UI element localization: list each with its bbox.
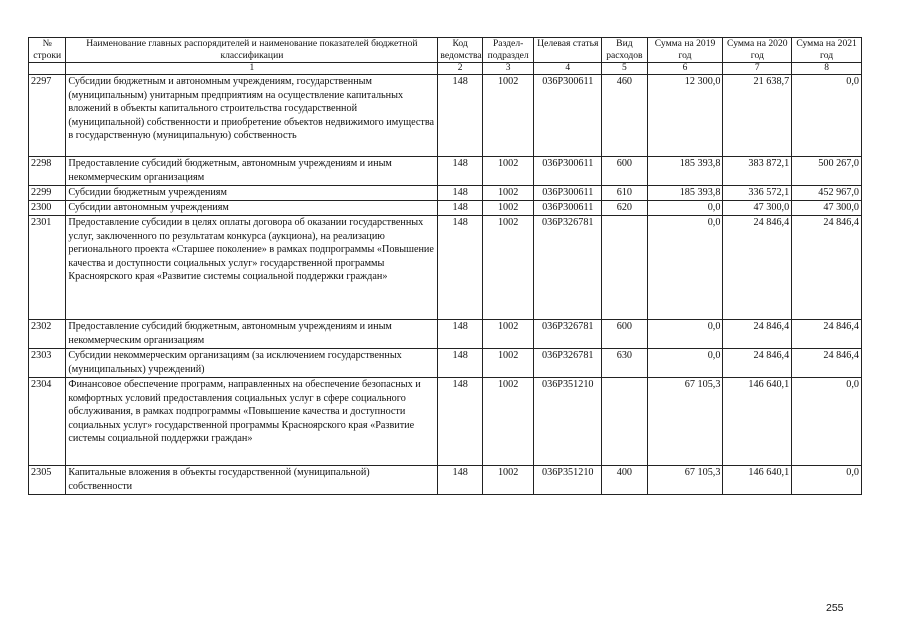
- header-name: Наименование главных распорядителей и наименование показателей бюджетной классификации: [66, 38, 438, 63]
- row-name: Капитальные вложения в объекты государственной (муниципальной) собственности: [66, 466, 438, 495]
- department-code: 148: [438, 349, 482, 378]
- section-code: 1002: [482, 320, 534, 349]
- expense-type: 610: [602, 186, 647, 201]
- expense-type: 460: [602, 75, 647, 157]
- sum-2019: 185 393,8: [647, 157, 723, 186]
- header-row: [29, 38, 862, 63]
- section-code: 1002: [482, 75, 534, 157]
- sum-2019: 0,0: [647, 216, 723, 320]
- sum-2019: 0,0: [647, 320, 723, 349]
- header-sum-2019: Сумма на 2019 год: [647, 38, 723, 63]
- row-name: Субсидии некоммерческим организациям (за исключением государственных (муниципальных) учреждений): [66, 349, 438, 378]
- target-article: 036Р300611: [534, 157, 602, 186]
- table-row: [29, 201, 862, 216]
- sum-2020: 146 640,1: [723, 466, 792, 495]
- target-article: 036Р326781: [534, 216, 602, 320]
- sum-2021: 500 267,0: [792, 157, 862, 186]
- sum-2020: 24 846,4: [723, 216, 792, 320]
- budget-table: [28, 37, 862, 495]
- sum-2021: 0,0: [792, 378, 862, 466]
- department-code: 148: [438, 201, 482, 216]
- sum-2019: 185 393,8: [647, 186, 723, 201]
- sum-2021: 0,0: [792, 75, 862, 157]
- table-row: [29, 75, 862, 157]
- sum-2019: 0,0: [647, 201, 723, 216]
- target-article: 036Р300611: [534, 186, 602, 201]
- row-number: 2301: [29, 216, 66, 320]
- row-name: Субсидии автономным учреждениям: [66, 201, 438, 216]
- page-number: 255: [826, 602, 844, 614]
- sum-2019: 67 105,3: [647, 466, 723, 495]
- sum-2020: 21 638,7: [723, 75, 792, 157]
- row-name: Предоставление субсидий бюджетным, автономным учреждениям и иным некоммерческим организациям: [66, 157, 438, 186]
- target-article: 036Р326781: [534, 320, 602, 349]
- index-cell: [29, 63, 66, 75]
- row-number: 2298: [29, 157, 66, 186]
- row-name: Субсидии бюджетным и автономным учреждениям, государственным (муниципальным) унитарным предприятиям на осуществление капитальных вложений в объекты капитального строительства государственной (муниципальной) собственности и приобретение объектов недвижимого имущества в государственную (муниципальную) собственность: [66, 75, 438, 157]
- sum-2021: 24 846,4: [792, 216, 862, 320]
- index-cell: 3: [482, 63, 534, 75]
- row-name: Финансовое обеспечение программ, направленных на обеспечение безопасных и комфортных условий предоставления социальных услуг в сфере социального обслуживания, в рамках подпрограммы «Повышение качества и доступности социальных услуг» государственной программы Красноярского края «Развитие системы социальной поддержки граждан»: [66, 378, 438, 466]
- row-name: Предоставление субсидии в целях оплаты договора об оказании государственных услуг, заключенного по результатам конкурса (аукциона), на реализацию регионального проекта «Старшее поколение» в рамках подпрограммы «Повышение качества и доступности социальных услуг» государственной программы Красноярского края «Развитие системы социальной поддержки граждан»: [66, 216, 438, 320]
- sum-2020: 383 872,1: [723, 157, 792, 186]
- sum-2020: 146 640,1: [723, 378, 792, 466]
- header-row-number: № строки: [29, 38, 66, 63]
- department-code: 148: [438, 157, 482, 186]
- expense-type: 600: [602, 157, 647, 186]
- department-code: 148: [438, 186, 482, 201]
- section-code: 1002: [482, 201, 534, 216]
- index-cell: 1: [66, 63, 438, 75]
- table-row: [29, 186, 862, 201]
- index-cell: 4: [534, 63, 602, 75]
- sum-2019: 12 300,0: [647, 75, 723, 157]
- sum-2020: 24 846,4: [723, 349, 792, 378]
- row-name: Предоставление субсидий бюджетным, автономным учреждениям и иным некоммерческим организациям: [66, 320, 438, 349]
- department-code: 148: [438, 378, 482, 466]
- sum-2020: 47 300,0: [723, 201, 792, 216]
- table-row: [29, 216, 862, 320]
- header-section: Раздел-подраздел: [482, 38, 534, 63]
- row-number: 2299: [29, 186, 66, 201]
- table-row: [29, 157, 862, 186]
- sum-2021: 24 846,4: [792, 349, 862, 378]
- table-row: [29, 378, 862, 466]
- expense-type: [602, 216, 647, 320]
- expense-type: 630: [602, 349, 647, 378]
- index-cell: 2: [438, 63, 482, 75]
- section-code: 1002: [482, 157, 534, 186]
- table-row: [29, 466, 862, 495]
- target-article: 036Р326781: [534, 349, 602, 378]
- row-number: 2305: [29, 466, 66, 495]
- index-cell: 7: [723, 63, 792, 75]
- sum-2020: 336 572,1: [723, 186, 792, 201]
- row-number: 2300: [29, 201, 66, 216]
- sum-2021: 47 300,0: [792, 201, 862, 216]
- section-code: 1002: [482, 466, 534, 495]
- index-cell: 6: [647, 63, 723, 75]
- sum-2021: 0,0: [792, 466, 862, 495]
- header-target-article: Целевая статья: [534, 38, 602, 63]
- sum-2021: 24 846,4: [792, 320, 862, 349]
- header-sum-2020: Сумма на 2020 год: [723, 38, 792, 63]
- header-sum-2021: Сумма на 2021 год: [792, 38, 862, 63]
- row-number: 2302: [29, 320, 66, 349]
- header-expense-type: Вид расходов: [602, 38, 647, 63]
- section-code: 1002: [482, 378, 534, 466]
- row-name: Субсидии бюджетным учреждениям: [66, 186, 438, 201]
- department-code: 148: [438, 216, 482, 320]
- index-row: [29, 63, 862, 75]
- expense-type: 400: [602, 466, 647, 495]
- table-row: [29, 320, 862, 349]
- header-department-code: Код ведомства: [438, 38, 482, 63]
- sum-2021: 452 967,0: [792, 186, 862, 201]
- table-row: [29, 349, 862, 378]
- expense-type: 620: [602, 201, 647, 216]
- section-code: 1002: [482, 216, 534, 320]
- index-cell: 8: [792, 63, 862, 75]
- target-article: 036Р351210: [534, 466, 602, 495]
- expense-type: [602, 378, 647, 466]
- row-number: 2303: [29, 349, 66, 378]
- expense-type: 600: [602, 320, 647, 349]
- sum-2019: 67 105,3: [647, 378, 723, 466]
- index-cell: 5: [602, 63, 647, 75]
- department-code: 148: [438, 75, 482, 157]
- section-code: 1002: [482, 186, 534, 201]
- target-article: 036Р351210: [534, 378, 602, 466]
- row-number: 2297: [29, 75, 66, 157]
- department-code: 148: [438, 320, 482, 349]
- row-number: 2304: [29, 378, 66, 466]
- department-code: 148: [438, 466, 482, 495]
- sum-2020: 24 846,4: [723, 320, 792, 349]
- sum-2019: 0,0: [647, 349, 723, 378]
- target-article: 036Р300611: [534, 75, 602, 157]
- target-article: 036Р300611: [534, 201, 602, 216]
- section-code: 1002: [482, 349, 534, 378]
